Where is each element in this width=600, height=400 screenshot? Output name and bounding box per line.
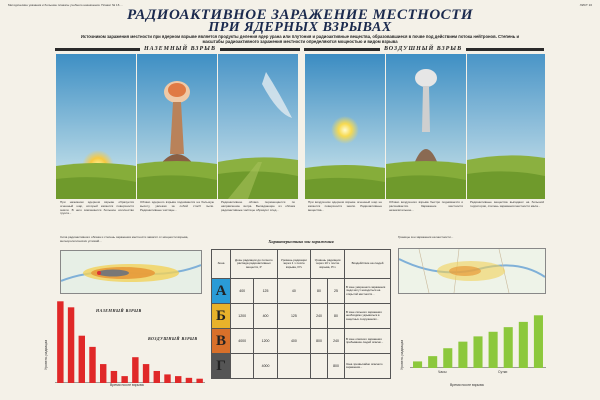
bar-1 — [413, 361, 422, 368]
zone-effect: Зона чрезвычайно опасного заражения... — [345, 354, 391, 379]
bar-1 — [57, 301, 63, 383]
left-chart-xlabel: Время после взрыва — [110, 383, 144, 387]
table-cell: 240 — [311, 304, 328, 329]
bar-8 — [132, 357, 138, 383]
fallout-map-right — [398, 248, 546, 294]
table-cell: 80 — [327, 304, 344, 329]
header-dose: Дозы радиации до полного распада радиоактивных веществ, Р — [231, 250, 278, 279]
zone-letter-b: Б — [212, 304, 231, 329]
bar-14 — [196, 379, 202, 383]
bar-10 — [154, 371, 160, 383]
bar-4 — [458, 342, 467, 368]
table-cell: 240 — [327, 329, 344, 354]
panel-air-dispersal — [467, 54, 545, 199]
zone-table-title: Характеристика зон заражения — [268, 239, 334, 244]
header-effect: Воздействие на людей — [345, 250, 391, 279]
bar-9 — [534, 315, 543, 368]
panel-ground-fallout — [218, 54, 298, 199]
poster-title-line2: ПРИ ЯДЕРНЫХ ВЗРЫВАХ — [208, 20, 392, 35]
bar-3 — [443, 348, 452, 368]
bar-2 — [68, 307, 74, 383]
intro-text: Источником заражения местности при ядерном взрыве является продукты деления ядер урана или плутония и радиоактивные вещества, образовавшиеся в почве под действием потока нейтронов. Степень и масштабы радиоактивного заражения местности определяются мощностью и видом взрыва — [80, 34, 520, 44]
note-right-map: Границы зон заражения на местности... — [398, 236, 454, 239]
right-chart-xtick-hours: Часы — [438, 370, 447, 374]
zone-row — [212, 279, 391, 304]
bar-13 — [186, 378, 192, 383]
caption-6: Радиоактивные вещества выпадают на большой территории, степень заражения местности мала... — [470, 201, 544, 208]
table-cell: 800 — [311, 329, 328, 354]
zone-table — [211, 249, 391, 379]
table-cell: 125 — [254, 279, 277, 304]
table-cell — [231, 354, 254, 379]
table-cell: 4000 — [254, 354, 277, 379]
panel-ground-mushroom — [137, 54, 217, 199]
panel-air-flash — [305, 54, 385, 199]
right-bar-chart — [410, 310, 546, 368]
table-cell: 125 — [277, 304, 310, 329]
bar-6 — [489, 332, 498, 368]
section-label-ground: НАЗЕМНЫЙ ВЗРЫВ — [140, 47, 220, 52]
zone-effect: В зоне сильного заражения необходимо укрываться в защитных сооружениях... — [345, 304, 391, 329]
zone-row — [212, 354, 391, 379]
bar-9 — [143, 364, 149, 383]
zone-row — [212, 304, 391, 329]
bar-12 — [175, 376, 181, 383]
header-zone: Зона — [212, 250, 231, 279]
bar-7 — [504, 327, 513, 368]
note-left-map: Сила радиоактивного облака и степень заражения местности зависят от мощности взрыва, метеорологических условий... — [60, 236, 189, 243]
table-cell: 1200 — [254, 329, 277, 354]
bar-8 — [519, 322, 528, 368]
panel-air-mushroom — [386, 54, 466, 199]
table-cell: 400 — [231, 279, 254, 304]
caption-2: Облако ядерного взрыва поднимается на большую высоту, увлекая за собой столб пыли. Радиоактивные частицы... — [140, 201, 214, 212]
bar-5 — [473, 336, 482, 368]
bar-6 — [111, 371, 117, 383]
header-rate-10h: Уровень радиации через 10 ч после взрыва, Р/ч — [311, 250, 345, 279]
header-note: Методические указания и большие плакаты учебного назначения. Плакат № 16 ... — [8, 3, 123, 7]
bar-11 — [164, 374, 170, 383]
sheet-number: ЛИСТ 16 — [579, 3, 592, 7]
table-cell: 80 — [311, 279, 328, 304]
zone-row — [212, 329, 391, 354]
panel-ground-flash — [56, 54, 136, 199]
zone-letter-v: В — [212, 329, 231, 354]
caption-3: Радиоактивное облако перемещается по направлению ветра. Выпадающие из облака радиоактивные частицы образуют след... — [221, 201, 295, 212]
bar-5 — [100, 364, 106, 383]
table-cell: 400 — [254, 304, 277, 329]
table-cell — [277, 354, 310, 379]
chart-label-ground: НАЗЕМНЫЙ ВЗРЫВ — [96, 308, 142, 313]
section-label-air: ВОЗДУШНЫЙ ВЗРЫВ — [380, 47, 466, 52]
right-chart-xlabel: Время после взрыва — [450, 383, 484, 387]
bar-3 — [79, 336, 85, 383]
table-cell — [311, 354, 328, 379]
right-chart-ylabel: Уровень радиации — [400, 339, 404, 370]
table-cell: 25 — [327, 279, 344, 304]
zone-effect: В зоне умеренного заражения люди могут находиться на открытой местности... — [345, 279, 391, 304]
zone-effect: В зоне опасного заражения пребывание людей опасно... — [345, 329, 391, 354]
table-cell: 800 — [327, 354, 344, 379]
zone-letter-a: А — [212, 279, 231, 304]
table-cell: 1200 — [231, 304, 254, 329]
fallout-map-left — [60, 250, 202, 294]
header-rate-1h: Уровень радиации через 1 ч после взрыва, Р/ч — [277, 250, 310, 279]
table-cell: 40 — [277, 279, 310, 304]
zone-table-header-row — [212, 250, 391, 279]
bar-4 — [89, 347, 95, 383]
table-cell: 4000 — [231, 329, 254, 354]
zone-letter-g: Г — [212, 354, 231, 379]
caption-4: При воздушном ядерном взрыве огненный шар не касается поверхности земли. Радиоактивные вещества... — [308, 201, 382, 212]
chart-label-air: ВОЗДУШНЫЙ ВЗРЫВ — [148, 336, 198, 341]
left-bar-chart — [55, 295, 205, 383]
caption-5: Облако воздушного взрыва быстро поднимается и рассеивается. Заражение местности незначительное... — [389, 201, 463, 212]
poster-title-line1: РАДИОАКТИВНОЕ ЗАРАЖЕНИЕ МЕСТНОСТИ — [126, 7, 474, 23]
left-chart-ylabel: Уровень радиации — [44, 339, 48, 370]
right-chart-xtick-days: Сутки — [498, 370, 508, 374]
bar-2 — [428, 356, 437, 368]
bar-7 — [121, 376, 127, 383]
table-cell: 400 — [277, 329, 310, 354]
caption-1: При наземном ядерном взрыве образуется огненный шар, который касается поверхности земли. В него вовлекается большое количество грунта... — [60, 201, 134, 216]
